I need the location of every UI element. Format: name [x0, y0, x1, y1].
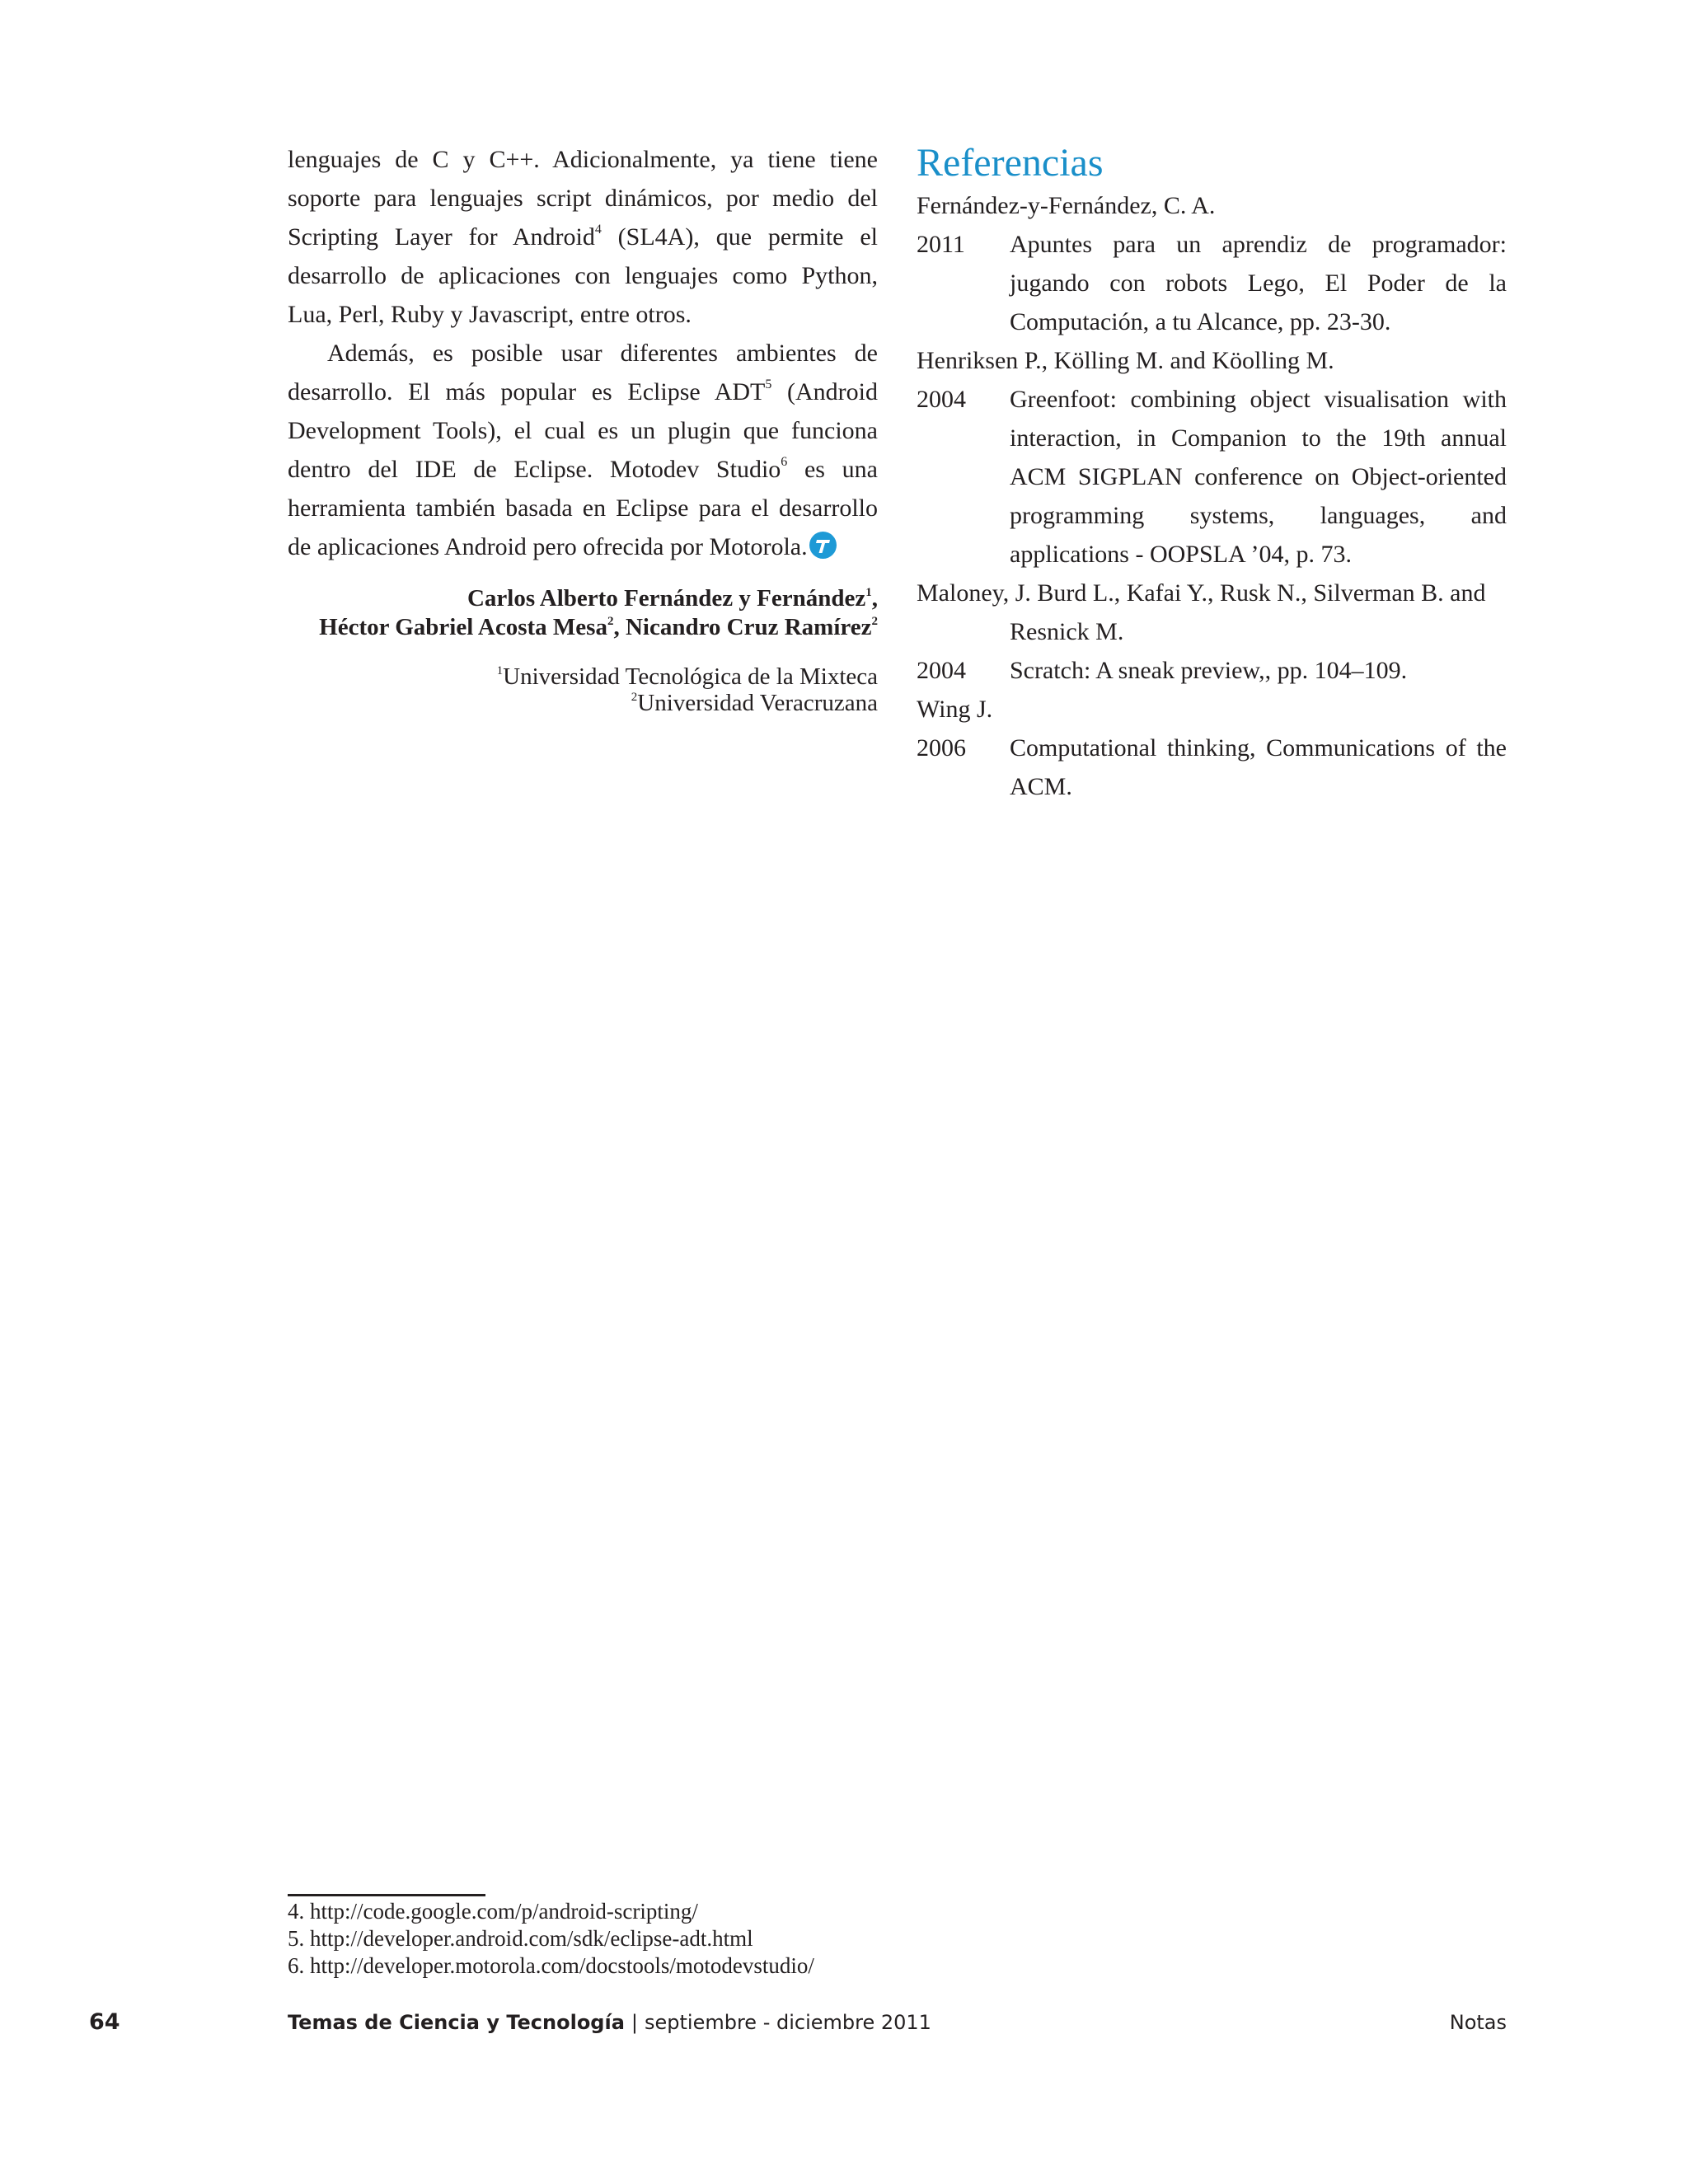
footnotes [288, 1898, 947, 1980]
footnote-4[interactable]: 4. http://code.google.com/p/android-scripting/ [288, 1899, 698, 1924]
reference-text: Apuntes para un aprendiz de programador: jugando con robots Lego, El Poder de la Computación, a tu Alcance, pp. 23-30. [1010, 231, 1507, 335]
references-column [917, 140, 1507, 806]
reference-text: Greenfoot: combining object visualisation with interaction, in Companion to the 19th annual ACM SIGPLAN conference on Object-oriented programming systems, languages, and applications - OOPSLA ’04, p. 73. [1010, 386, 1507, 568]
footnote-ref-5[interactable]: 5 [765, 377, 772, 391]
references-heading: Referencias [917, 141, 1104, 185]
footnote-divider [288, 1894, 485, 1896]
reference-text: Resnick M. [1010, 618, 1124, 645]
footnote-ref-4[interactable]: 4 [594, 223, 602, 237]
t-logo-icon [809, 532, 837, 559]
body-paragraph-2 [288, 334, 878, 566]
affiliation-2: $^2$Universidad Veracruzana [631, 690, 878, 716]
footnote-5[interactable]: 5. http://developer.android.com/sdk/eclipse-adt.html [288, 1926, 753, 1951]
paragraph-text: (SL4A), que permite el desarrollo de aplicaciones con lenguajes como Python, Lua, Perl, Ruby y Javascript, entre otros. [288, 223, 878, 328]
reference-author: Fernández-y-Fernández, C. A. [917, 192, 1216, 219]
journal-issue: septiembre - diciembre 2011 [645, 2011, 931, 2034]
authors-block [288, 584, 878, 642]
reference-entry [917, 651, 1507, 690]
body-paragraph-1 [288, 140, 878, 334]
footnote-6[interactable]: 6. http://developer.motorola.com/docstools/motodevstudio/ [288, 1953, 814, 1978]
journal-info [288, 2011, 931, 2034]
reference-year: 2011 [917, 231, 965, 258]
journal-name: Temas de Ciencia y Tecnología [288, 2011, 625, 2034]
footnote-ref-6[interactable]: 6 [781, 455, 788, 469]
reference-author: Henriksen P., Kölling M. and Köolling M. [917, 347, 1334, 374]
reference-author: Wing J. [917, 696, 993, 723]
authors-line-2: Héctor Gabriel Acosta Mesa$^2$, Nicandro Cruz Ramírez$^2$ [319, 614, 878, 640]
reference-entry [917, 612, 1507, 651]
paragraph-text: es una herramienta también basada en Eclipse para el desarrollo de aplicaciones Android pero ofrecida por Motorola. [288, 456, 878, 560]
paragraph-text: lenguajes de C y C++. Adicionalmente, ya tiene tiene soporte para lenguajes script dinámicos, por medio del Scripting Layer for Android [288, 146, 878, 251]
reference-entry [917, 380, 1507, 574]
page-number: 64 [89, 2009, 120, 2035]
reference-year: 2004 [917, 657, 966, 684]
reference-entry [917, 729, 1507, 806]
reference-author: Maloney, J. Burd L., Kafai Y., Rusk N., Silverman B. and [917, 579, 1486, 607]
reference-text: Scratch: A sneak preview,, pp. 104–109. [1010, 657, 1408, 684]
paragraph-text: (Android Development Tools), el cual es un plugin que funciona dentro del IDE de Eclipse. Motodev Studio [288, 378, 879, 483]
affiliation-1: $^1$Universidad Tecnológica de la Mixteca [496, 663, 878, 690]
left-column [288, 140, 878, 716]
reference-year: 2006 [917, 734, 966, 762]
footer-separator: | [631, 2011, 638, 2034]
reference-entry [917, 225, 1507, 341]
reference-year [917, 612, 1010, 651]
reference-year: 2004 [917, 386, 966, 413]
authors-line-1: Carlos Alberto Fernández y Fernández$^1$, [467, 585, 878, 612]
section-label: Notas [1449, 2011, 1507, 2034]
reference-text: Computational thinking, Communications of the ACM. [1010, 734, 1507, 800]
affiliations-block [288, 663, 878, 716]
paragraph-text: Además, es posible usar diferentes ambientes de desarrollo. El más popular es Eclipse ADT [288, 340, 878, 405]
